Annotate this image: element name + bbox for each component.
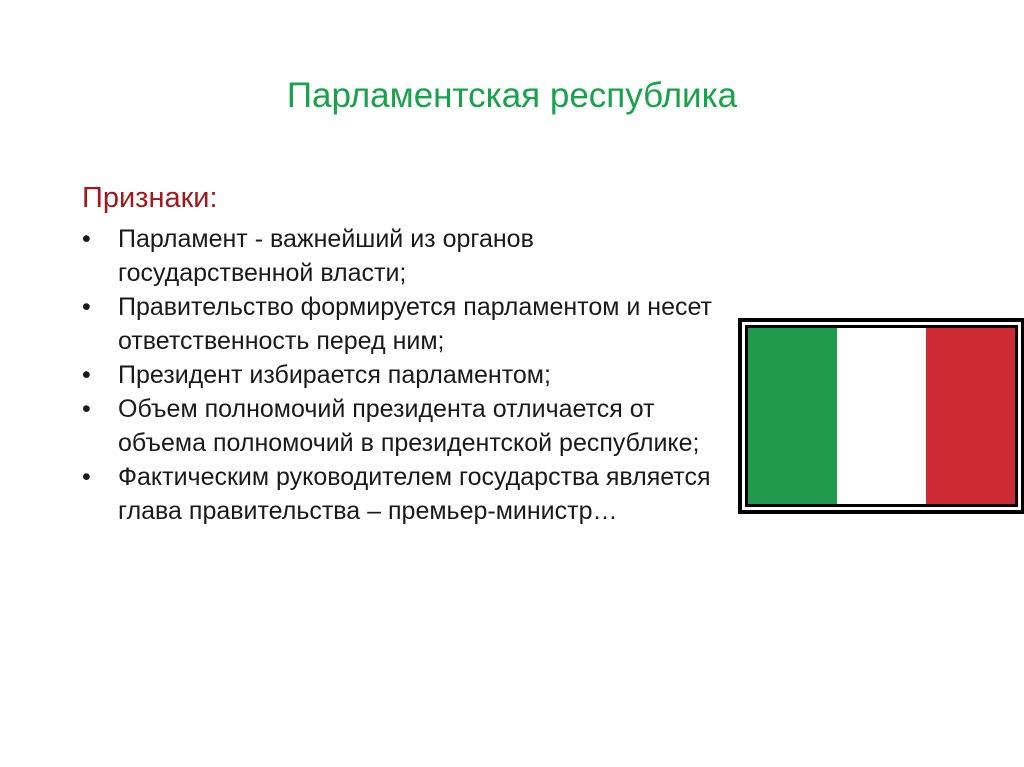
bullet-icon: •	[82, 463, 91, 491]
list-item	[82, 460, 732, 528]
bullet-text: Парламент - важнейший из органов государственной власти;	[118, 225, 534, 287]
bullet-icon: •	[82, 293, 91, 321]
bullet-text: Фактическим руководителем государства является глава правительства – премьер-министр…	[118, 463, 711, 525]
bullet-text: Президент избирается парламентом;	[118, 361, 551, 389]
list-item	[82, 290, 732, 358]
slide-title: Парламентская республика	[286, 76, 738, 115]
list-item	[82, 358, 732, 392]
flag-stripe-red	[926, 328, 1015, 504]
bullet-text: Объем полномочий президента отличается от объема полномочий в президентской республике;	[118, 395, 700, 457]
list-item	[82, 222, 732, 290]
italy-flag-icon	[738, 318, 1024, 514]
bullet-text: Правительство формируется парламентом и несет ответственность перед ним;	[118, 293, 713, 355]
flag-stripe-white	[837, 328, 926, 504]
list-item	[82, 392, 732, 460]
bullet-icon: •	[82, 395, 91, 423]
bullet-list	[82, 222, 732, 528]
bullet-icon: •	[82, 225, 91, 253]
flag-frame-border	[742, 322, 1021, 510]
bullet-icon: •	[82, 361, 91, 389]
flag-frame-inner	[745, 325, 1018, 507]
slide-subheading: Признаки:	[82, 182, 218, 214]
flag-stripe-green	[748, 328, 837, 504]
